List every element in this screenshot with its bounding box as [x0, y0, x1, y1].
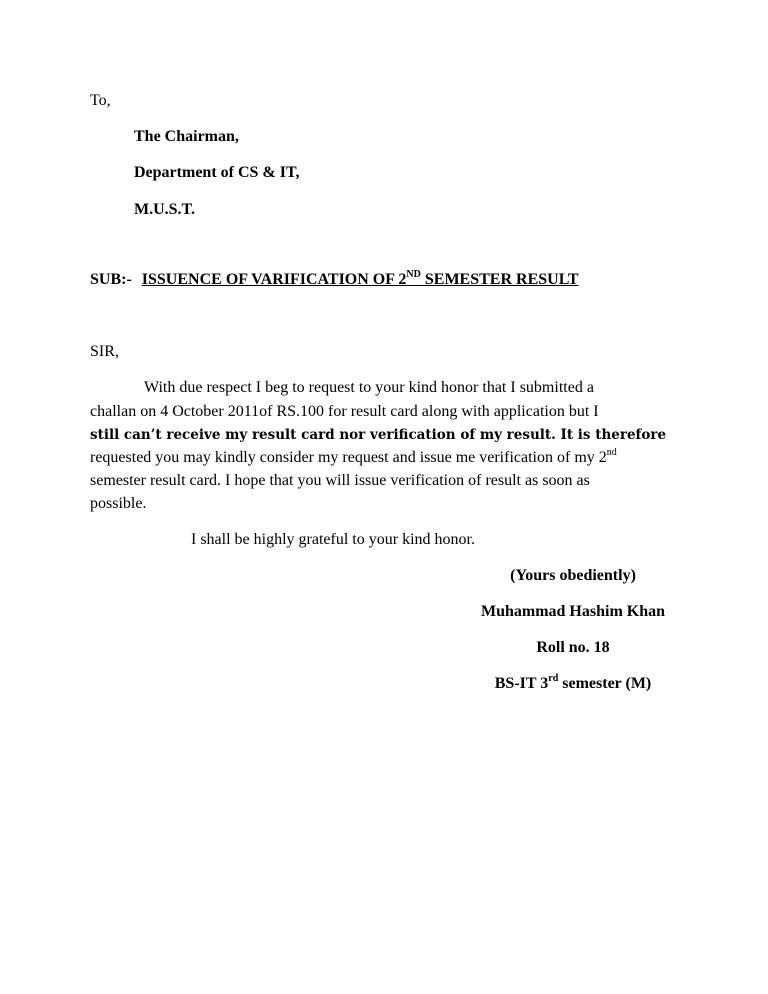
- closing-line: I shall be highly grateful to your kind honor.: [191, 531, 475, 548]
- body-line-6: possible.: [90, 495, 147, 512]
- salutation-to: To,: [90, 92, 111, 109]
- body-line-4: [90, 448, 617, 468]
- body-line-3: still can’t receive my result card nor verification of my result. It is therefore: [90, 427, 667, 443]
- subject-text-part2: SEMESTER RESULT: [420, 271, 579, 288]
- subject-text-sup: ND: [406, 268, 421, 280]
- body-line-2: challan on 4 October 2011of RS.100 for result card along with application but I: [90, 403, 599, 420]
- recipient-institution: M.U.S.T.: [134, 201, 196, 218]
- recipient-name: The Chairman,: [134, 128, 239, 145]
- signature-program-sup: rd: [548, 672, 559, 684]
- signature-roll: Roll no. 18: [536, 639, 610, 656]
- body-line-1: With due respect I beg to request to your kind honor that I submitted a: [144, 379, 594, 396]
- recipient-department: Department of CS & IT,: [134, 164, 300, 181]
- subject-text-part1: ISSUENCE OF VARIFICATION OF 2: [141, 271, 407, 288]
- subject-prefix: SUB:-: [90, 271, 132, 288]
- signature-program: [470, 674, 676, 694]
- signature-program-part2: semester (M): [558, 675, 652, 692]
- subject-text: [141, 268, 579, 288]
- greeting: SIR,: [90, 343, 119, 360]
- subject-line: [90, 270, 579, 290]
- body-line-4-sup: nd: [606, 446, 617, 458]
- signature-closing: (Yours obediently): [510, 567, 636, 584]
- body-line-4-text: requested you may kindly consider my request and issue me verification of my 2: [90, 449, 607, 466]
- signature-program-part1: BS-IT 3: [494, 675, 549, 692]
- signature-name: Muhammad Hashim Khan: [480, 603, 666, 620]
- body-line-5: semester result card. I hope that you will issue verification of result as soon as: [90, 472, 590, 489]
